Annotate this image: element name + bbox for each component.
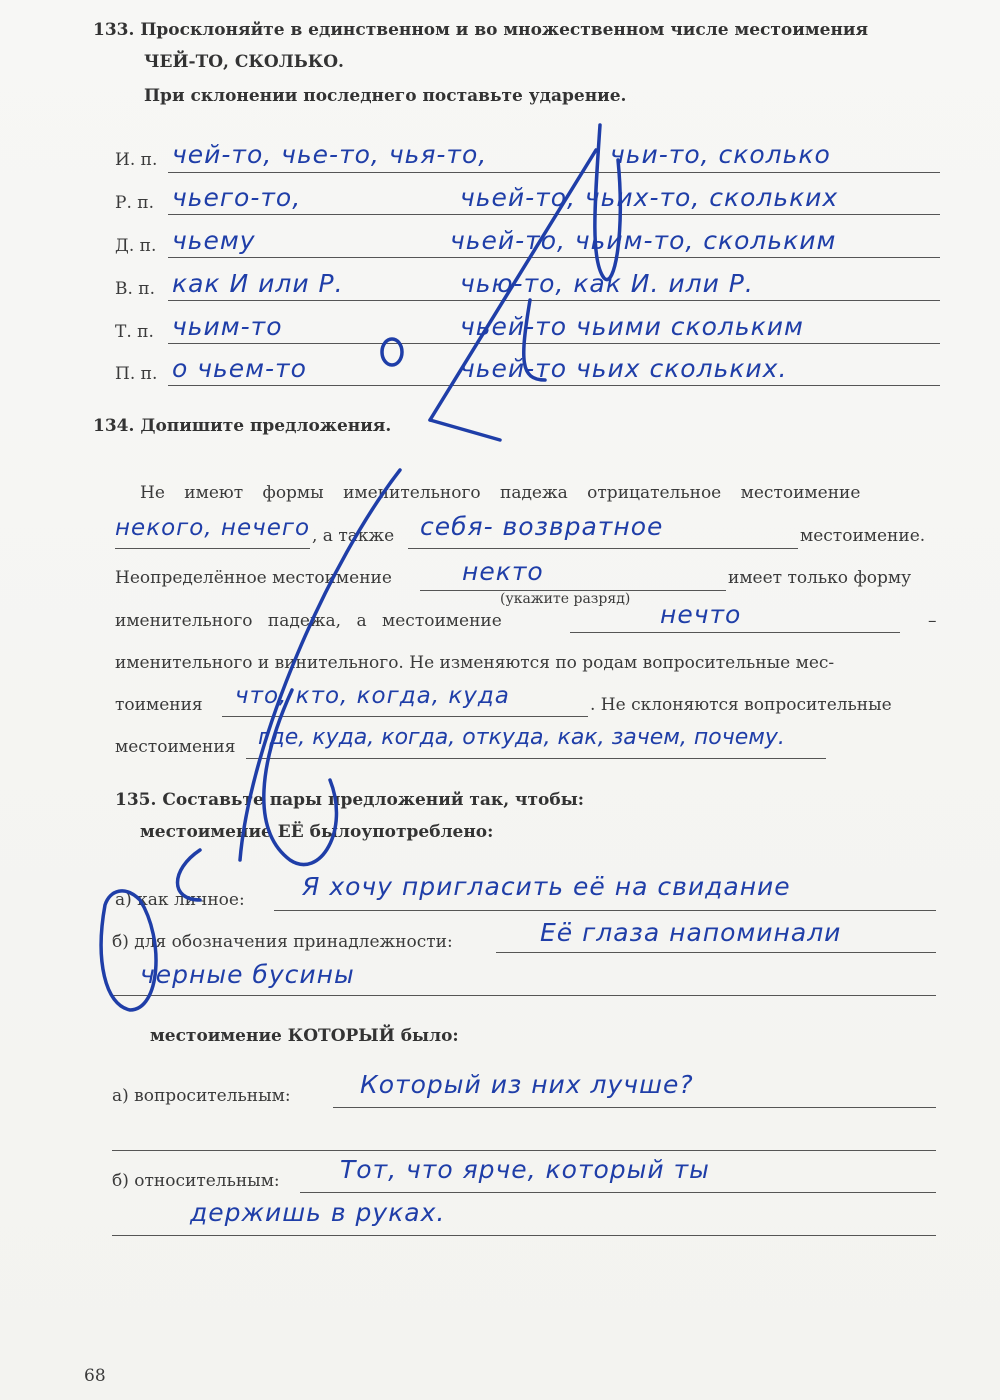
- ex134-text: Неопределённое местоимение: [115, 568, 392, 588]
- hw-answer: чьим-то: [172, 312, 283, 341]
- answer-line: [570, 632, 900, 633]
- hw-answer: держишь в руках.: [190, 1198, 446, 1227]
- hw-answer: чьи-то, сколько: [610, 140, 831, 169]
- hw-answer: нечто: [660, 600, 742, 629]
- case-label-acc: В. п.: [115, 279, 156, 299]
- answer-line: [112, 1150, 936, 1151]
- ex134-text: именительного и винительного. Не изменяются по родам вопросительные мес-: [115, 653, 835, 673]
- ex135-label: а) вопросительным:: [112, 1086, 291, 1106]
- ex135-label: б) относительным:: [112, 1171, 280, 1191]
- ex134-text: именительного падежа, а местоимение: [115, 611, 502, 631]
- answer-line: [168, 172, 940, 173]
- hw-answer: Тот, что ярче, который ты: [340, 1155, 710, 1184]
- answer-line: [115, 548, 310, 549]
- ex134-text: , а также: [312, 526, 395, 546]
- ex135-title: 135. Составьте пары предложений так, чтобы:: [115, 790, 585, 810]
- ex133-title-line2: ЧЕЙ-ТО, СКОЛЬКО.: [144, 52, 344, 72]
- case-label-pre: П. п.: [115, 364, 158, 384]
- hw-answer: что, кто, когда, куда: [235, 683, 510, 709]
- hw-answer: чьему: [172, 226, 256, 255]
- answer-line: [300, 1192, 936, 1193]
- answer-line: [246, 758, 826, 759]
- ex134-text: Не имеют формы именительного падежа отрицательное местоимение: [140, 483, 861, 503]
- answer-line: [168, 385, 940, 386]
- hw-answer: чьей-то чьими скольким: [460, 312, 804, 341]
- ex134-text: –: [928, 611, 937, 631]
- ex133-number: 133.: [93, 20, 135, 40]
- answer-line: [168, 343, 940, 344]
- case-label-nom: И. п.: [115, 150, 158, 170]
- answer-line: [222, 716, 588, 717]
- hw-answer: некого, нечего: [115, 515, 311, 541]
- hw-answer: как И или Р.: [172, 269, 344, 298]
- hw-answer: некто: [462, 557, 544, 586]
- hw-answer: Её глаза напоминали: [540, 918, 842, 947]
- hw-answer: Я хочу пригласить её на свидание: [302, 872, 791, 901]
- ex135-label: а) как личное:: [115, 890, 245, 910]
- hw-answer: Который из них лучше?: [360, 1070, 694, 1099]
- hw-answer: себя- возвратное: [420, 512, 664, 541]
- page-number: 68: [84, 1366, 106, 1386]
- answer-line: [112, 995, 936, 996]
- ex134-text: тоимения: [115, 695, 203, 715]
- ex134-title: 134. Допишите предложения.: [93, 416, 392, 436]
- hw-answer: чьей-то, чьих-то, скольких: [460, 183, 839, 212]
- answer-line: [112, 1235, 936, 1236]
- ex134-text: местоимение.: [800, 526, 926, 546]
- answer-line: [168, 257, 940, 258]
- ex133-title-line1: Просклоняйте в единственном и во множественном числе местоимения: [140, 20, 869, 40]
- answer-line: [408, 548, 798, 549]
- hw-answer: чьего-то,: [172, 183, 302, 212]
- case-label-gen: Р. п.: [115, 193, 154, 213]
- ex135-subtitle: местоимение КОТОРЫЙ было:: [150, 1026, 459, 1046]
- answer-line: [168, 214, 940, 215]
- case-label-ins: Т. п.: [115, 322, 154, 342]
- case-label-dat: Д. п.: [115, 236, 157, 256]
- ex134-text: . Не склоняются вопросительные: [590, 695, 892, 715]
- hw-answer: чьей-то, чьим-то, скольким: [450, 226, 837, 255]
- hw-answer: чей-то, чье-то, чья-то,: [172, 140, 488, 169]
- ex134-text: местоимения: [115, 737, 236, 757]
- answer-line: [274, 910, 936, 911]
- answer-line: [496, 952, 936, 953]
- ex134-hint: (укажите разряд): [500, 591, 631, 607]
- hw-answer: о чьем-то: [172, 354, 307, 383]
- hw-answer: чьей-то чьих скольких.: [460, 354, 788, 383]
- answer-line: [333, 1107, 936, 1108]
- ex133-title: [93, 20, 868, 40]
- hw-answer: где, куда, когда, откуда, как, зачем, почему.: [258, 725, 785, 750]
- ex133-title-line3: При склонении последнего поставьте ударение.: [144, 86, 627, 106]
- ex134-text: имеет только форму: [728, 568, 912, 588]
- hw-answer: черные бусины: [140, 960, 355, 989]
- answer-line: [168, 300, 940, 301]
- hw-answer: чью-то, как И. или Р.: [460, 269, 754, 298]
- ink-stroke: [430, 420, 500, 440]
- ex135-title-line2: местоимение ЕЁ былоупотреблено:: [140, 822, 494, 842]
- ex135-label: б) для обозначения принадлежности:: [112, 932, 453, 952]
